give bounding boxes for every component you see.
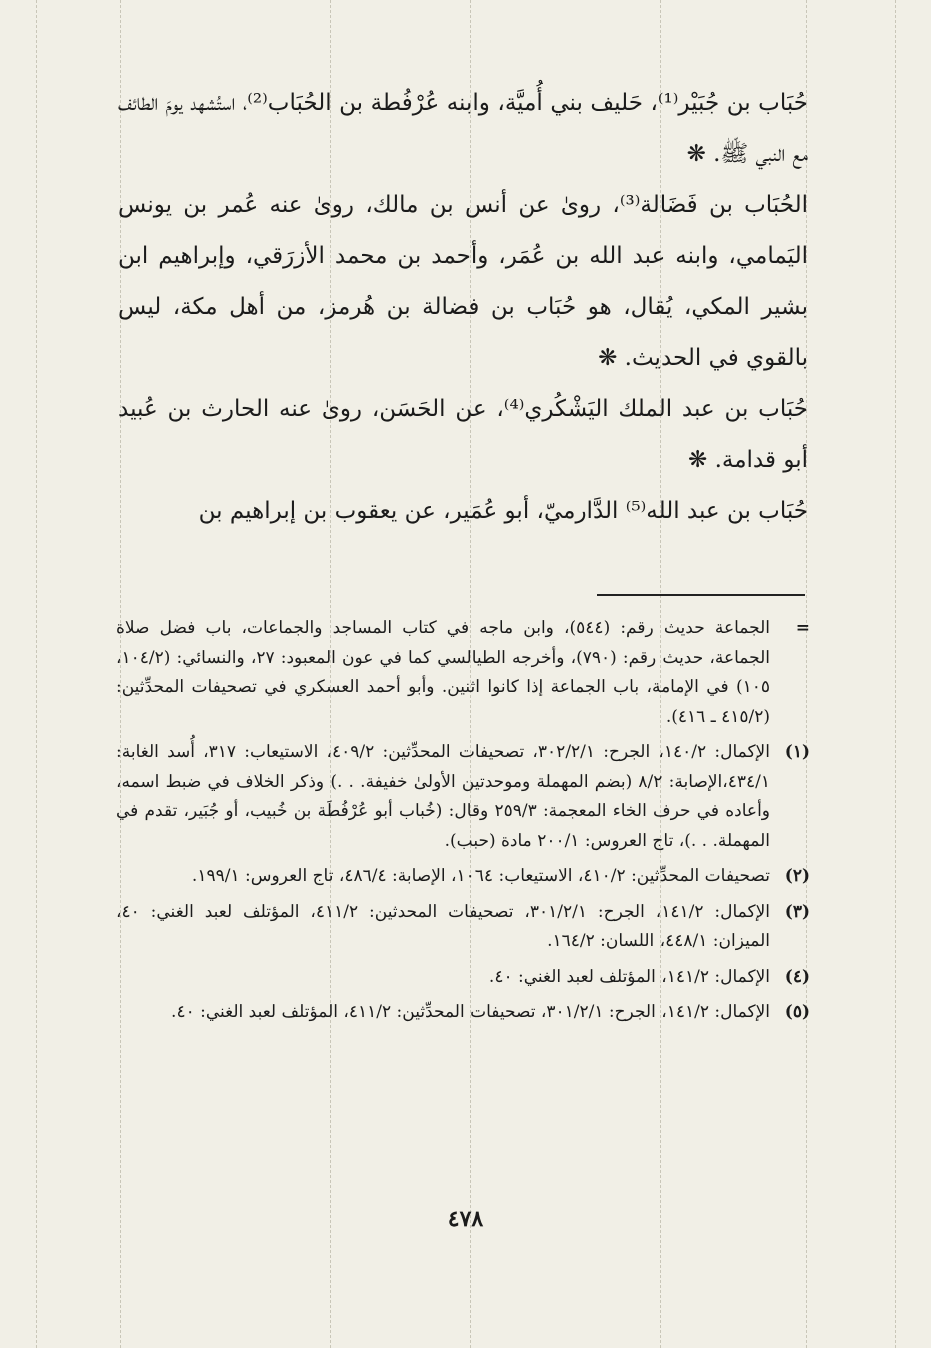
footnote-item [116, 898, 810, 957]
footnote-item [116, 862, 810, 892]
scan-guide-line [36, 0, 37, 1348]
footnote-item [116, 738, 810, 856]
footnote-text: الإكمال: ١٤١/٢، الجرح: ٣٠١/٢/١، تصحيفات المحدثين: ٤١١/٢، المؤتلف لعبد الغني: ٤٠، الميزان: ٤٤٨/١، اللسان: ١٦٤/٢. [116, 901, 770, 951]
footnote-number: (٤) [784, 966, 810, 987]
footnote-number: = [795, 618, 810, 638]
footnote-item [116, 963, 810, 993]
footnote-number: (٥) [784, 1002, 810, 1022]
footnotes [116, 614, 810, 1034]
entry-paragraph: حُبَاب بن جُبَيْر⁽¹⁾، حَليف بني أُميَّة، وابنه عُرْفُطة بن الحُبَاب⁽²⁾، استُشهد يومَ الطائف مع النبي ﷺ. ❋ [118, 90, 808, 167]
footnote-separator [597, 594, 805, 596]
footnote-text: الإكمال: ١٤١/٢، الجرح: ٣٠١/٢/١، تصحيفات المحدِّثين: ٤١١/٢، المؤتلف لعبد الغني: ٤٠. [171, 1002, 770, 1022]
entry-paragraph: الحُبَاب بن فَضَالة⁽³⁾، روىٰ عن أنس بن مالك، روىٰ عنه عُمر بن يونس اليَمامي، وابنه عبد الله بن عُمَر، وأحمد بن محمد الأزرَقي، وإبراهيم ابن بشير المكي، يُقال، هو حُبَاب بن فضالة بن هُرمز، من أهل مكة، ليس بالقوي في الحديث. ❋ [118, 192, 808, 371]
footnote-number: (٣) [784, 901, 810, 922]
footnote-item [116, 614, 810, 732]
entry-paragraph: حُبَاب بن عبد الله⁽⁵⁾ الدَّارميّ، أبو عُمَير، عن يعقوب بن إبراهيم بن [198, 498, 808, 524]
footnote-number: (٢) [784, 866, 810, 886]
scan-guide-line [895, 0, 896, 1348]
footnote-text: الإكمال: ١٤٠/٢، الجرح: ٣٠٢/٢/١، تصحيفات المحدِّثين: ٤٠٩/٢، الاستيعاب: ٣١٧، أُسد الغابة: ٤٣٤/١،الإصابة: ٨/٢ (بضم المهملة وموحدتين الأولىٰ خفيفة. . .) وذكر الخلاف في ضبط اسمه، وأعاده في حرف الخاء المعجمة: ٢٥٩/٣ وقال: (خُباب أبو عُرْفُطَة بن خُبيب، أو جُبَير، تقدم في المهملة. . .)، تاج العروس: ٢٠٠/١ مادة (حبب). [116, 742, 770, 851]
footnote-item [116, 998, 810, 1028]
main-text [118, 78, 808, 537]
footnote-text: تصحيفات المحدِّثين: ٤١٠/٢، الاستيعاب: ١٠٦٤، الإصابة: ٤٨٦/٤، تاج العروس: ١٩٩/١. [191, 866, 770, 886]
footnote-text: الجماعة حديث رقم: (٥٤٤)، وابن ماجه في كتاب المساجد والجماعات، باب فضل صلاة الجماعة، حديث رقم: (٧٩٠)، وأخرجه الطيالسي كما في عون المعبود: ٢٧، والنسائي: (١٠٤/٢، ١٠٥) في الإمامة، باب الجماعة إذا كانوا اثنين. وأبو أحمد العسكري في تصحيفات المحدِّثين: (٤١٥/٢ ـ ٤١٦). [116, 618, 770, 727]
footnote-number: (١) [784, 742, 810, 762]
footnote-text: الإكمال: ١٤١/٢، المؤتلف لعبد الغني: ٤٠. [488, 966, 770, 987]
entry-paragraph: حُبَاب بن عبد الملك اليَشْكُري⁽⁴⁾، عن الحَسَن، روىٰ عنه الحارث بن عُبيد أبو قدامة. ❋ [118, 396, 808, 473]
page-number: ٤٧٨ [447, 1206, 484, 1232]
